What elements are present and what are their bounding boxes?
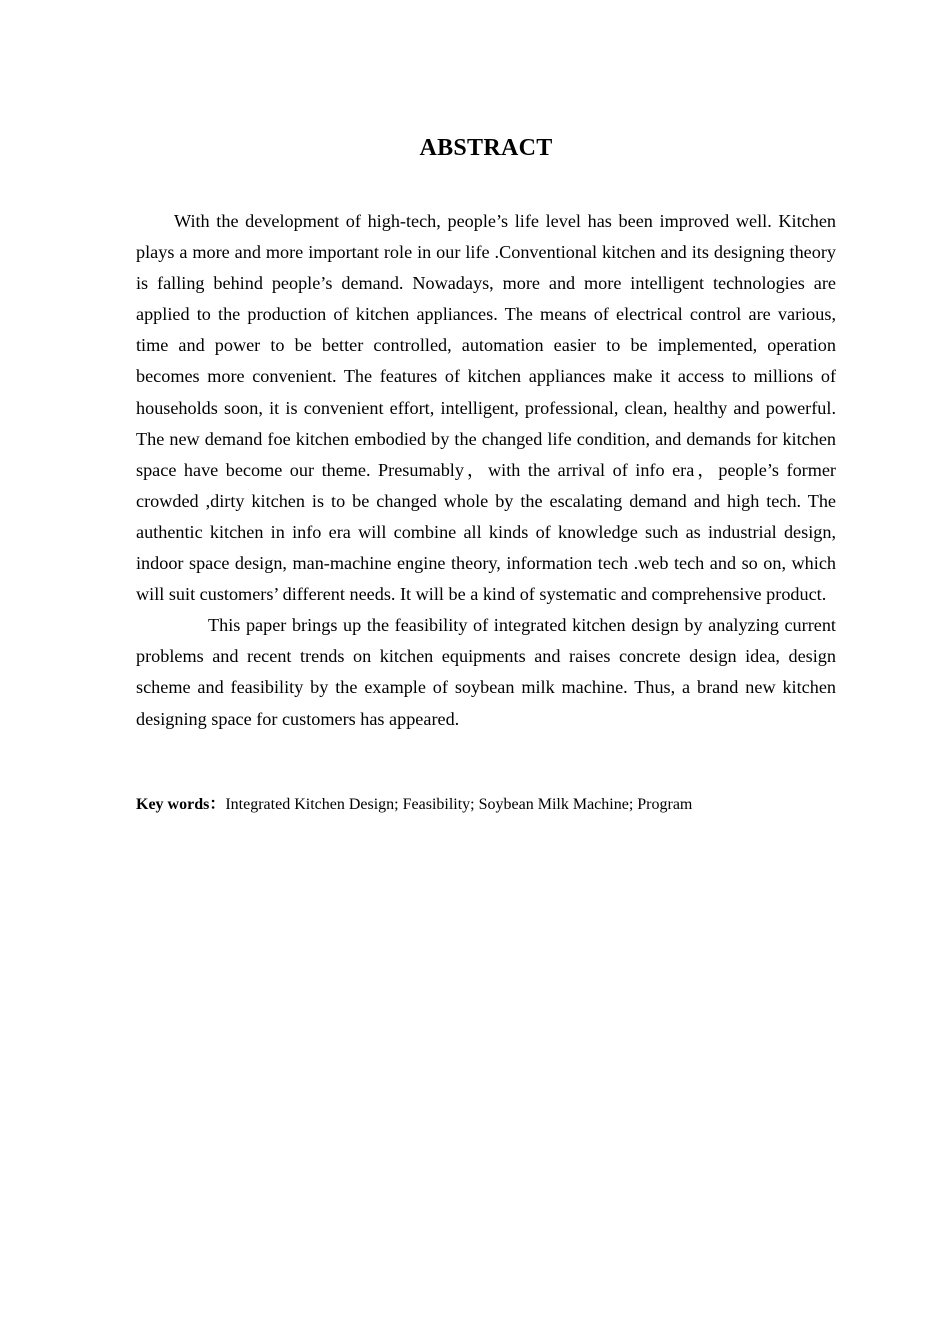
abstract-paragraph-2: This paper brings up the feasibility of integrated kitchen design by analyzing current problems and recent trends on kitchen equipments and raises concrete design idea, design scheme and feasibility by the example of soybean milk machine. Thus, a brand new kitchen designing space for customers has appeared.: [136, 615, 836, 729]
keywords-text: Integrated Kitchen Design; Feasibility; Soybean Milk Machine; Program: [225, 796, 693, 813]
keywords-line: [136, 793, 856, 817]
abstract-paragraph-1: With the development of high-tech, people’s life level has been improved well. Kitchen plays a more and more important role in our life .Conventional kitchen and its designing theory is falling behind people’s demand. Nowadays, more and more intelligent technologies are applied to the production of kitchen appliances. The means of electrical control are various, time and power to be better controlled, automation easier to be implemented, operation becomes more convenient. The features of kitchen appliances make it access to millions of households soon, it is convenient effort, intelligent, professional, clean, healthy and powerful. The new demand foe kitchen embodied by the changed life condition, and demands for kitchen space have become our theme. Presumably，with the arrival of info era，people’s former crowded ,dirty kitchen is to be changed whole by the escalating demand and high tech. The authentic kitchen in info era will combine all kinds of knowledge such as industrial design, indoor space design, man-machine engine theory, information tech .web tech and so on, which will suit customers’ different needs. It will be a kind of systematic and comprehensive product.: [136, 211, 836, 605]
page-title: ABSTRACT: [419, 135, 553, 161]
abstract-body: [136, 206, 836, 735]
keywords-label: Key words：: [136, 796, 226, 813]
